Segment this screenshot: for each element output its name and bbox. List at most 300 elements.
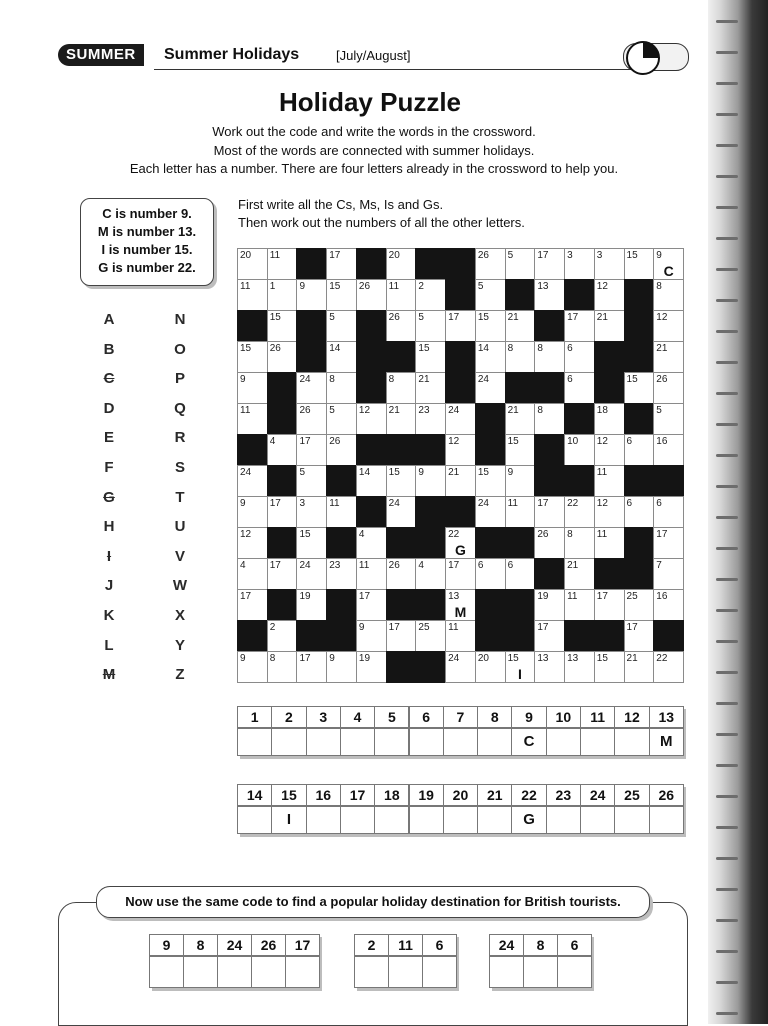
- crossword-cell[interactable]: [624, 620, 655, 652]
- alphabet-letter-n: N: [174, 311, 186, 328]
- binding-ring: [716, 485, 738, 488]
- crossword-cell[interactable]: [415, 620, 446, 652]
- crossword-cell[interactable]: [505, 403, 536, 435]
- cell-number: 17: [567, 312, 579, 323]
- crossword-block: [594, 558, 625, 590]
- crossword-cell[interactable]: [445, 620, 476, 652]
- crossword-cell[interactable]: [653, 341, 684, 373]
- crossword-cell[interactable]: [624, 589, 655, 621]
- crossword-cell[interactable]: [296, 527, 327, 559]
- key-number: 23: [546, 784, 581, 806]
- crossword-cell[interactable]: [356, 651, 387, 683]
- key-number: 19: [409, 784, 444, 806]
- crossword-block: [296, 620, 327, 652]
- crossword-cell[interactable]: [505, 465, 536, 497]
- destination-answer-box[interactable]: [354, 956, 389, 988]
- key-answer-box[interactable]: [477, 728, 512, 756]
- key-answer-box[interactable]: [546, 728, 581, 756]
- cell-number: 26: [537, 529, 549, 540]
- crossword-cell[interactable]: [267, 248, 298, 280]
- crossword-cell[interactable]: [445, 434, 476, 466]
- key-answer-box[interactable]: I: [271, 806, 306, 834]
- cell-number: 18: [596, 405, 608, 416]
- crossword-cell[interactable]: [564, 496, 595, 528]
- key-answer-box[interactable]: [409, 806, 444, 834]
- cell-number: 25: [626, 591, 638, 602]
- cell-number: 15: [477, 467, 489, 478]
- alphabet-letter-y: Y: [174, 636, 185, 654]
- destination-answer-box[interactable]: [149, 956, 184, 988]
- cell-number: 23: [418, 405, 430, 416]
- crossword-cell[interactable]: [267, 496, 298, 528]
- alphabet-letter-m: M: [102, 666, 116, 684]
- crossword-block: [386, 434, 417, 466]
- crossword-cell[interactable]: [267, 279, 298, 311]
- binding-ring: [716, 702, 738, 705]
- crossword-cell[interactable]: [237, 403, 268, 435]
- crossword-cell[interactable]: [237, 248, 268, 280]
- alphabet-letter-d: D: [103, 399, 115, 417]
- crossword-block: [296, 341, 327, 373]
- crossword-cell[interactable]: [564, 372, 595, 404]
- hint-i: I is number 15.: [101, 242, 193, 257]
- crossword-cell[interactable]: [356, 620, 387, 652]
- alphabet-letter-a: A: [103, 311, 115, 328]
- key-answer-box[interactable]: [477, 806, 512, 834]
- crossword-cell[interactable]: [475, 341, 506, 373]
- crossword-cell[interactable]: [534, 403, 565, 435]
- cell-number: 9: [656, 250, 662, 261]
- crossword-cell[interactable]: [594, 403, 625, 435]
- destination-number: 9: [149, 934, 184, 956]
- cell-number: 15: [626, 250, 638, 261]
- crossword-cell[interactable]: [386, 620, 417, 652]
- crossword-cell[interactable]: [237, 651, 268, 683]
- crossword-cell[interactable]: [445, 310, 476, 342]
- key-answer-box[interactable]: [443, 806, 478, 834]
- key-number: 21: [477, 784, 512, 806]
- crossword-cell[interactable]: [624, 496, 655, 528]
- crossword-cell[interactable]: [386, 558, 417, 590]
- crossword-cell[interactable]: [564, 651, 595, 683]
- crossword-cell[interactable]: [445, 558, 476, 590]
- cell-number: 21: [626, 653, 638, 664]
- cell-number: 11: [240, 281, 251, 292]
- crossword-block: [475, 403, 506, 435]
- crossword-cell[interactable]: [296, 589, 327, 621]
- cell-number: 17: [329, 250, 341, 261]
- cell-number: 22: [448, 529, 460, 540]
- crossword-cell[interactable]: [445, 651, 476, 683]
- crossword-block: [624, 310, 655, 342]
- key-answer-box[interactable]: [306, 728, 341, 756]
- crossword-cell[interactable]: [326, 558, 357, 590]
- cell-letter: G: [455, 542, 466, 558]
- crossword-cell[interactable]: [445, 403, 476, 435]
- crossword-cell[interactable]: [475, 558, 506, 590]
- section-tag: SUMMER: [58, 44, 144, 66]
- crossword-cell[interactable]: [296, 403, 327, 435]
- cell-number: 17: [388, 622, 400, 633]
- crossword-cell[interactable]: [505, 248, 536, 280]
- crossword-cell[interactable]: [475, 248, 506, 280]
- alphabet-letter-i: I: [106, 547, 112, 565]
- key-answer-box[interactable]: [580, 806, 615, 834]
- cell-number: 2: [269, 622, 276, 633]
- binding-ring: [716, 237, 738, 240]
- cell-number: 5: [477, 281, 484, 292]
- key-answer-box[interactable]: [409, 728, 444, 756]
- crossword-block: [326, 465, 357, 497]
- cell-number: 21: [507, 405, 519, 416]
- key-answer-box[interactable]: [271, 728, 306, 756]
- cell-number: 17: [537, 250, 549, 261]
- crossword-cell[interactable]: [386, 403, 417, 435]
- step-line-1: First write all the Cs, Ms, Is and Gs.: [238, 197, 444, 212]
- crossword-cell[interactable]: [326, 248, 357, 280]
- crossword-block: [624, 341, 655, 373]
- destination-answer-box[interactable]: [557, 956, 592, 988]
- crossword-cell[interactable]: [534, 496, 565, 528]
- crossword-cell[interactable]: [624, 248, 655, 280]
- destination-answer-box[interactable]: [217, 956, 252, 988]
- crossword-cell[interactable]: [594, 434, 625, 466]
- crossword-cell[interactable]: [386, 279, 417, 311]
- key-number: 20: [443, 784, 478, 806]
- crossword-cell[interactable]: [415, 372, 446, 404]
- alphabet-letter-x: X: [174, 607, 185, 624]
- key-answer-box[interactable]: [340, 728, 375, 756]
- crossword-cell[interactable]: [386, 248, 417, 280]
- crossword-cell[interactable]: [267, 558, 298, 590]
- crossword-cell[interactable]: [564, 558, 595, 590]
- cell-number: 21: [448, 467, 460, 478]
- crossword-cell[interactable]: [475, 279, 506, 311]
- crossword-cell[interactable]: [534, 341, 565, 373]
- destination-answer-box[interactable]: [489, 956, 524, 988]
- cell-number: 8: [537, 343, 543, 354]
- cell-number: 21: [567, 560, 579, 571]
- key-answer-box[interactable]: G: [511, 806, 546, 834]
- key-answer-box[interactable]: [614, 728, 649, 756]
- cell-number: 21: [388, 405, 400, 416]
- destination-answer-box[interactable]: [388, 956, 423, 988]
- crossword-cell[interactable]: [296, 651, 327, 683]
- crossword-block: [326, 620, 357, 652]
- key-number: 17: [340, 784, 375, 806]
- crossword-cell[interactable]: [564, 434, 595, 466]
- cell-number: 13: [537, 653, 549, 664]
- cell-number: 25: [418, 622, 430, 633]
- crossword-block: [415, 651, 446, 683]
- crossword-cell[interactable]: [237, 279, 268, 311]
- crossword-cell[interactable]: [326, 279, 357, 311]
- key-answer-box[interactable]: [340, 806, 375, 834]
- crossword-cell[interactable]: [653, 310, 684, 342]
- crossword-cell[interactable]: [475, 372, 506, 404]
- crossword-cell[interactable]: [653, 558, 684, 590]
- cell-number: 6: [626, 436, 633, 447]
- key-number: 6: [409, 706, 444, 728]
- key-answer-box[interactable]: C: [511, 728, 546, 756]
- crossword-cell[interactable]: [564, 527, 595, 559]
- cell-number: 13: [567, 653, 579, 664]
- key-number: 13: [649, 706, 684, 728]
- crossword-block: [564, 465, 595, 497]
- crossword-cell[interactable]: [475, 465, 506, 497]
- cell-number: 19: [299, 591, 311, 602]
- cell-number: 4: [358, 529, 365, 540]
- crossword-cell[interactable]: [445, 527, 476, 559]
- destination-number: 24: [217, 934, 252, 956]
- crossword-cell[interactable]: [386, 310, 417, 342]
- cell-number: 21: [596, 312, 608, 323]
- header-strip: [58, 43, 688, 71]
- crossword-cell[interactable]: [296, 558, 327, 590]
- destination-answer-box[interactable]: [523, 956, 558, 988]
- crossword-cell[interactable]: [267, 434, 298, 466]
- crossword-block: [505, 589, 536, 621]
- crossword-cell[interactable]: [653, 248, 684, 280]
- cell-number: 24: [299, 560, 311, 571]
- crossword-cell[interactable]: [564, 589, 595, 621]
- key-number: 2: [271, 706, 306, 728]
- cell-number: 8: [656, 281, 662, 292]
- binding-ring: [716, 578, 738, 581]
- crossword-cell[interactable]: [415, 403, 446, 435]
- crossword-cell[interactable]: [267, 310, 298, 342]
- crossword-cell[interactable]: [505, 558, 536, 590]
- cell-number: 24: [448, 653, 460, 664]
- crossword-cell[interactable]: [624, 434, 655, 466]
- crossword-cell[interactable]: [356, 589, 387, 621]
- key-number: 14: [237, 784, 272, 806]
- hint-m: M is number 13.: [97, 224, 197, 239]
- crossword-cell[interactable]: [296, 279, 327, 311]
- crossword-cell[interactable]: [296, 465, 327, 497]
- alphabet-letter-q: Q: [174, 399, 186, 417]
- crossword-block: [564, 403, 595, 435]
- key-answer-box[interactable]: [614, 806, 649, 834]
- crossword-cell[interactable]: [653, 434, 684, 466]
- cell-number: 15: [388, 467, 400, 478]
- crossword-block: [237, 310, 268, 342]
- crossword-cell[interactable]: [505, 310, 536, 342]
- cell-number: 6: [567, 374, 573, 385]
- key-answer-box[interactable]: [237, 806, 272, 834]
- cell-number: 14: [358, 467, 371, 478]
- crossword-cell[interactable]: [237, 372, 268, 404]
- cell-number: 17: [448, 560, 460, 571]
- crossword-cell[interactable]: [415, 465, 446, 497]
- cell-number: 6: [507, 560, 514, 571]
- binding-ring: [716, 826, 738, 829]
- crossword-cell[interactable]: [653, 589, 684, 621]
- crossword-cell[interactable]: [356, 403, 387, 435]
- hint-g: G is number 22.: [98, 260, 196, 275]
- crossword-cell[interactable]: [534, 248, 565, 280]
- crossword-cell[interactable]: [594, 279, 625, 311]
- crossword-cell[interactable]: [594, 465, 625, 497]
- crossword-cell[interactable]: [296, 496, 327, 528]
- alphabet-letter-s: S: [174, 459, 185, 476]
- key-answer-box[interactable]: [237, 728, 272, 756]
- crossword-cell[interactable]: [237, 496, 268, 528]
- crossword-cell[interactable]: [326, 372, 357, 404]
- binding-ring: [716, 671, 738, 674]
- cell-number: 22: [656, 653, 668, 664]
- crossword-cell[interactable]: [534, 279, 565, 311]
- crossword-cell[interactable]: [237, 558, 268, 590]
- crossword-cell[interactable]: [237, 341, 268, 373]
- crossword-cell[interactable]: [296, 372, 327, 404]
- crossword-cell[interactable]: [326, 496, 357, 528]
- crossword-cell[interactable]: [475, 496, 506, 528]
- crossword-cell[interactable]: [386, 496, 417, 528]
- cell-number: 6: [656, 498, 662, 509]
- crossword-cell[interactable]: [594, 496, 625, 528]
- crossword-cell[interactable]: [326, 434, 357, 466]
- crossword-cell[interactable]: [594, 589, 625, 621]
- hint-c: C is number 9.: [102, 206, 192, 221]
- key-answer-box[interactable]: [374, 728, 409, 756]
- key-answer-box[interactable]: M: [649, 728, 684, 756]
- crossword-cell[interactable]: [564, 341, 595, 373]
- crossword-cell[interactable]: [386, 465, 417, 497]
- crossword-cell[interactable]: [415, 310, 446, 342]
- alphabet-letter-e: E: [103, 429, 114, 447]
- crossword-cell[interactable]: [267, 620, 298, 652]
- crossword-cell[interactable]: [653, 279, 684, 311]
- crossword-cell[interactable]: [326, 341, 357, 373]
- alphabet-letter-k: K: [103, 607, 115, 624]
- crossword-cell[interactable]: [564, 310, 595, 342]
- crossword-cell[interactable]: [445, 589, 476, 621]
- cell-number: 17: [269, 560, 281, 571]
- key-answer-box[interactable]: [580, 728, 615, 756]
- crossword-block: [534, 310, 565, 342]
- cell-number: 13: [537, 281, 549, 292]
- key-number: 7: [443, 706, 478, 728]
- destination-prompt: Now use the same code to find a popular holiday destination for British tourists.: [96, 886, 650, 918]
- crossword-cell[interactable]: [624, 372, 655, 404]
- crossword-block: [534, 372, 565, 404]
- cell-number: 9: [240, 498, 246, 509]
- crossword-cell[interactable]: [564, 248, 595, 280]
- crossword-block: [237, 620, 268, 652]
- crossword-cell[interactable]: [594, 310, 625, 342]
- crossword-cell[interactable]: [475, 651, 506, 683]
- cell-number: 11: [240, 405, 251, 416]
- crossword-cell[interactable]: [237, 465, 268, 497]
- cell-number: 17: [269, 498, 281, 509]
- crossword-cell[interactable]: [594, 248, 625, 280]
- crossword-cell[interactable]: [267, 341, 298, 373]
- cell-number: 17: [656, 529, 668, 540]
- crossword-cell[interactable]: [356, 279, 387, 311]
- cell-number: 26: [299, 405, 311, 416]
- crossword-cell[interactable]: [296, 434, 327, 466]
- cell-number: 17: [299, 653, 311, 664]
- crossword-cell[interactable]: [415, 558, 446, 590]
- crossword-cell[interactable]: [415, 341, 446, 373]
- alphabet-letter-j: J: [104, 577, 114, 595]
- crossword-block: [267, 589, 298, 621]
- crossword-cell[interactable]: [356, 558, 387, 590]
- crossword-block: [267, 527, 298, 559]
- crossword-block: [653, 465, 684, 497]
- crossword-cell[interactable]: [594, 527, 625, 559]
- crossword-cell[interactable]: [534, 651, 565, 683]
- key-answer-box[interactable]: [374, 806, 409, 834]
- destination-answer-box[interactable]: [183, 956, 218, 988]
- crossword-cell[interactable]: [505, 651, 536, 683]
- crossword-cell[interactable]: [267, 651, 298, 683]
- crossword-cell[interactable]: [326, 651, 357, 683]
- key-answer-box[interactable]: [546, 806, 581, 834]
- alphabet-letter-r: R: [174, 429, 186, 447]
- cell-number: 3: [299, 498, 306, 509]
- crossword-cell[interactable]: [534, 589, 565, 621]
- crossword-block: [445, 279, 476, 311]
- crossword-cell[interactable]: [653, 527, 684, 559]
- crossword-cell[interactable]: [356, 527, 387, 559]
- crossword-cell[interactable]: [653, 496, 684, 528]
- crossword-cell[interactable]: [534, 527, 565, 559]
- destination-answer-box[interactable]: [285, 956, 320, 988]
- crossword-cell[interactable]: [475, 310, 506, 342]
- cell-number: 9: [329, 653, 335, 664]
- cell-number: 14: [329, 343, 341, 354]
- crossword-cell[interactable]: [505, 341, 536, 373]
- crossword-cell[interactable]: [445, 465, 476, 497]
- crossword-cell[interactable]: [386, 372, 417, 404]
- crossword-cell[interactable]: [326, 403, 357, 435]
- key-answer-box[interactable]: [306, 806, 341, 834]
- destination-answer-box[interactable]: [422, 956, 457, 988]
- key-number: 22: [511, 784, 546, 806]
- destination-answer-box[interactable]: [251, 956, 286, 988]
- crossword-cell[interactable]: [505, 496, 536, 528]
- cell-number: 11: [596, 467, 608, 478]
- key-number: 18: [374, 784, 409, 806]
- cell-number: 24: [299, 374, 311, 385]
- crossword-cell[interactable]: [356, 465, 387, 497]
- crossword-cell[interactable]: [624, 651, 655, 683]
- binding-ring: [716, 888, 738, 891]
- key-number: 3: [306, 706, 341, 728]
- crossword-cell[interactable]: [237, 527, 268, 559]
- key-answer-box[interactable]: [443, 728, 478, 756]
- crossword-cell[interactable]: [653, 403, 684, 435]
- crossword-cell[interactable]: [653, 372, 684, 404]
- key-answer-box[interactable]: [649, 806, 684, 834]
- crossword-cell[interactable]: [326, 310, 357, 342]
- crossword-cell[interactable]: [237, 589, 268, 621]
- crossword-cell[interactable]: [653, 651, 684, 683]
- crossword-cell[interactable]: [505, 434, 536, 466]
- crossword-cell[interactable]: [415, 279, 446, 311]
- crossword-block: [624, 527, 655, 559]
- crossword-cell[interactable]: [534, 620, 565, 652]
- cell-number: 4: [240, 560, 246, 571]
- cell-number: 3: [567, 250, 573, 261]
- crossword-block: [386, 341, 417, 373]
- crossword-block: [475, 527, 506, 559]
- cell-number: 26: [388, 560, 400, 571]
- crossword-cell[interactable]: [594, 651, 625, 683]
- key-number: 4: [340, 706, 375, 728]
